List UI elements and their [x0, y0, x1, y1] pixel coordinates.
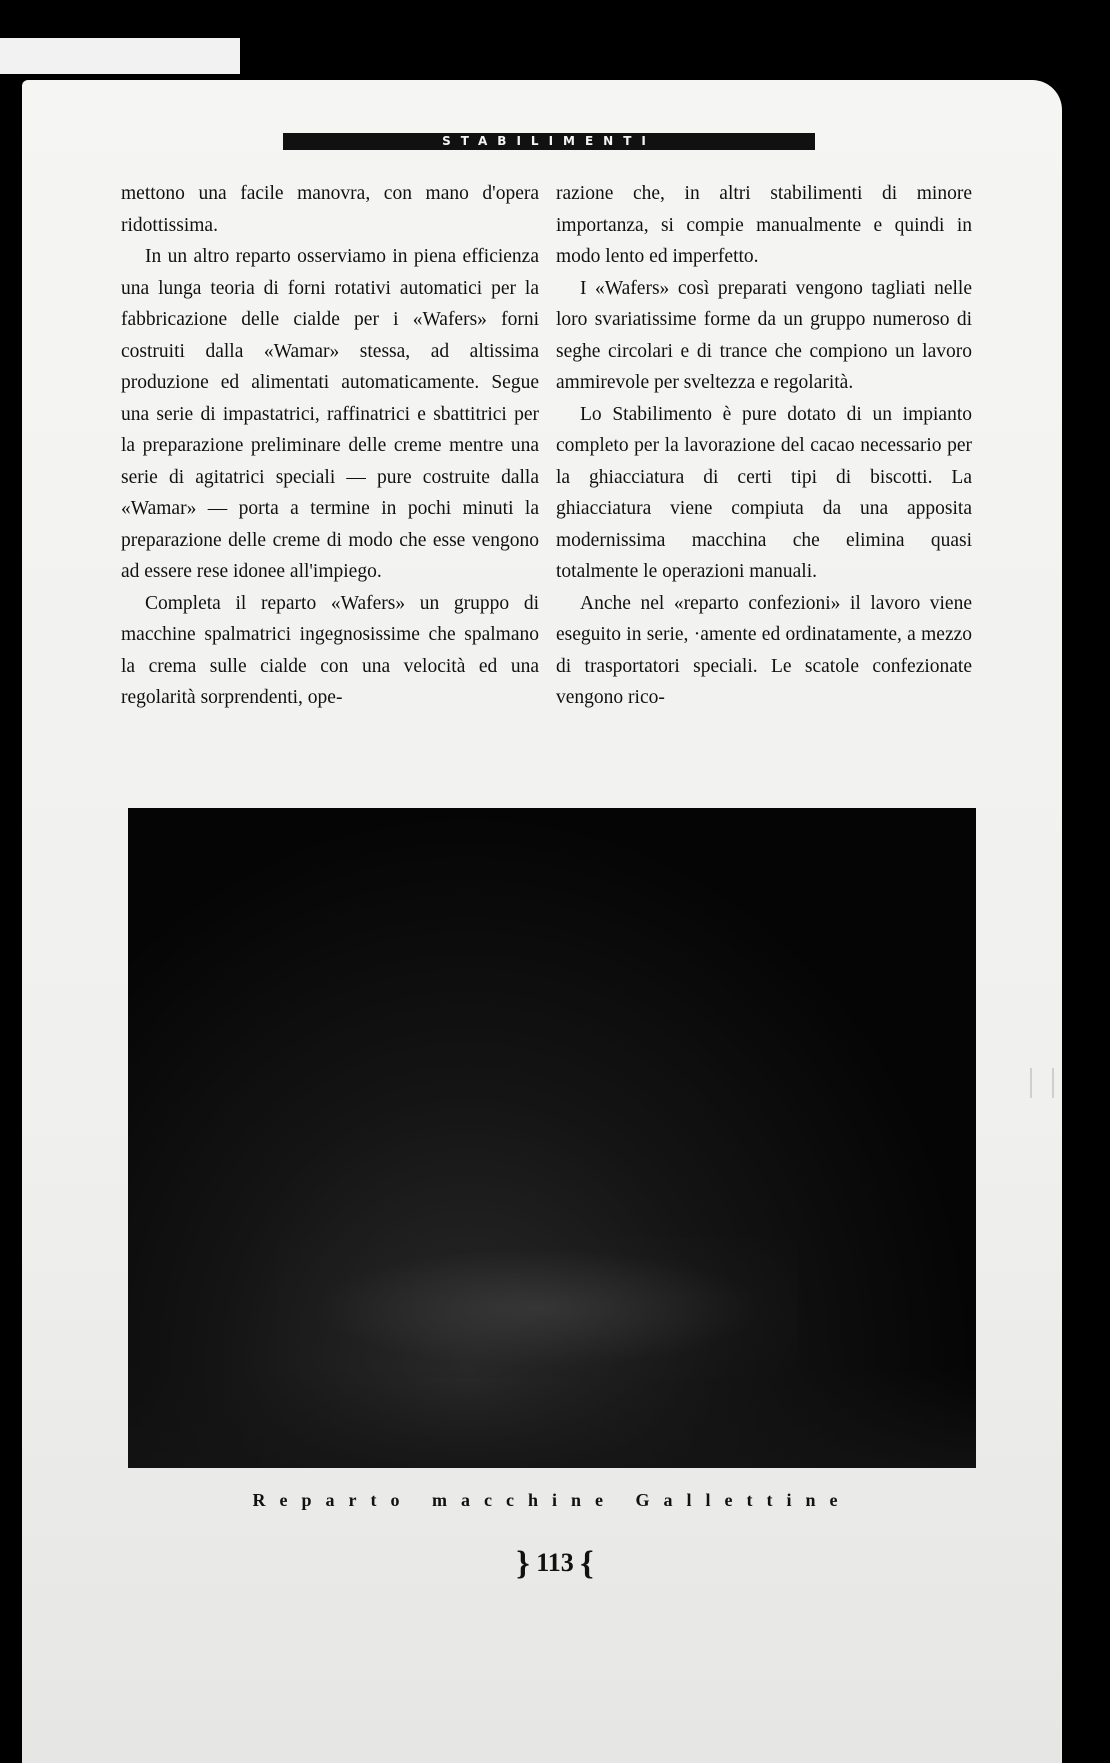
page-number-ornament-left: } — [516, 1545, 530, 1582]
running-header: STABILIMENTI — [283, 133, 815, 150]
paragraph: Completa il reparto «Wafers» un gruppo di macchine spalmatrici ingegnosissime che spalmano la crema sulle cialde con una velocità ed una regolarità sorprendenti, ope- — [121, 592, 539, 708]
paragraph: I «Wafers» così preparati vengono tagliati nelle loro svariatissime forme da un gruppo numeroso di seghe circolari e di trance che compiono un lavoro ammirevole per sveltezza e regolarità. — [556, 277, 972, 393]
photo-floor-shadow — [128, 1368, 976, 1468]
paragraph: Lo Stabilimento è pure dotato di un impianto completo per la lavorazione del cacao necessario per la ghiacciatura di certi tipi di biscotti. La ghiacciatura viene compiuta da una apposita modernissima macchina che elimina quasi totalmente le operazioni manuali. — [556, 403, 972, 582]
photo-machinery-haze — [278, 1238, 798, 1378]
right-text-column — [556, 178, 972, 714]
scan-edge-marks — [1030, 1068, 1054, 1098]
photo-caption: Reparto macchine Gallettine — [252, 1490, 852, 1510]
paragraph: Anche nel «reparto confezioni» il lavoro viene eseguito in serie, ·amente ed ordinatamente, a mezzo di trasportatori speciali. Le scatole confezionate vengono rico- — [556, 592, 972, 708]
page-number-value: 113 — [536, 1548, 574, 1577]
left-text-column — [121, 178, 539, 714]
paragraph: In un altro reparto osserviamo in piena efficienza una lunga teoria di forni rotativi automatici per la fabbricazione delle cialde per i «Wafers» forni costruiti dalla «Wamar» stessa, ad altissima produzione ed alimentati automaticamente. Segue una serie di impastatrici, raffinatrici e sbattitrici per la preparazione preliminare delle creme mentre una serie di agitatrici speciali — pure costruite dalla «Wamar» — porta a termine in pochi minuti la preparazione delle creme di modo che esse vengono ad essere rese idonee all'impiego. — [121, 246, 539, 582]
page-number — [500, 1545, 610, 1583]
factory-photo — [128, 808, 976, 1468]
paragraph: razione che, in altri stabilimenti di minore importanza, si compie manualmente e quindi in modo lento ed imperfetto. — [556, 183, 972, 267]
scan-margin-strip — [0, 38, 240, 74]
paragraph: mettono una facile manovra, con mano d'opera ridottissima. — [121, 183, 539, 236]
page-number-ornament-right: { — [580, 1545, 594, 1582]
